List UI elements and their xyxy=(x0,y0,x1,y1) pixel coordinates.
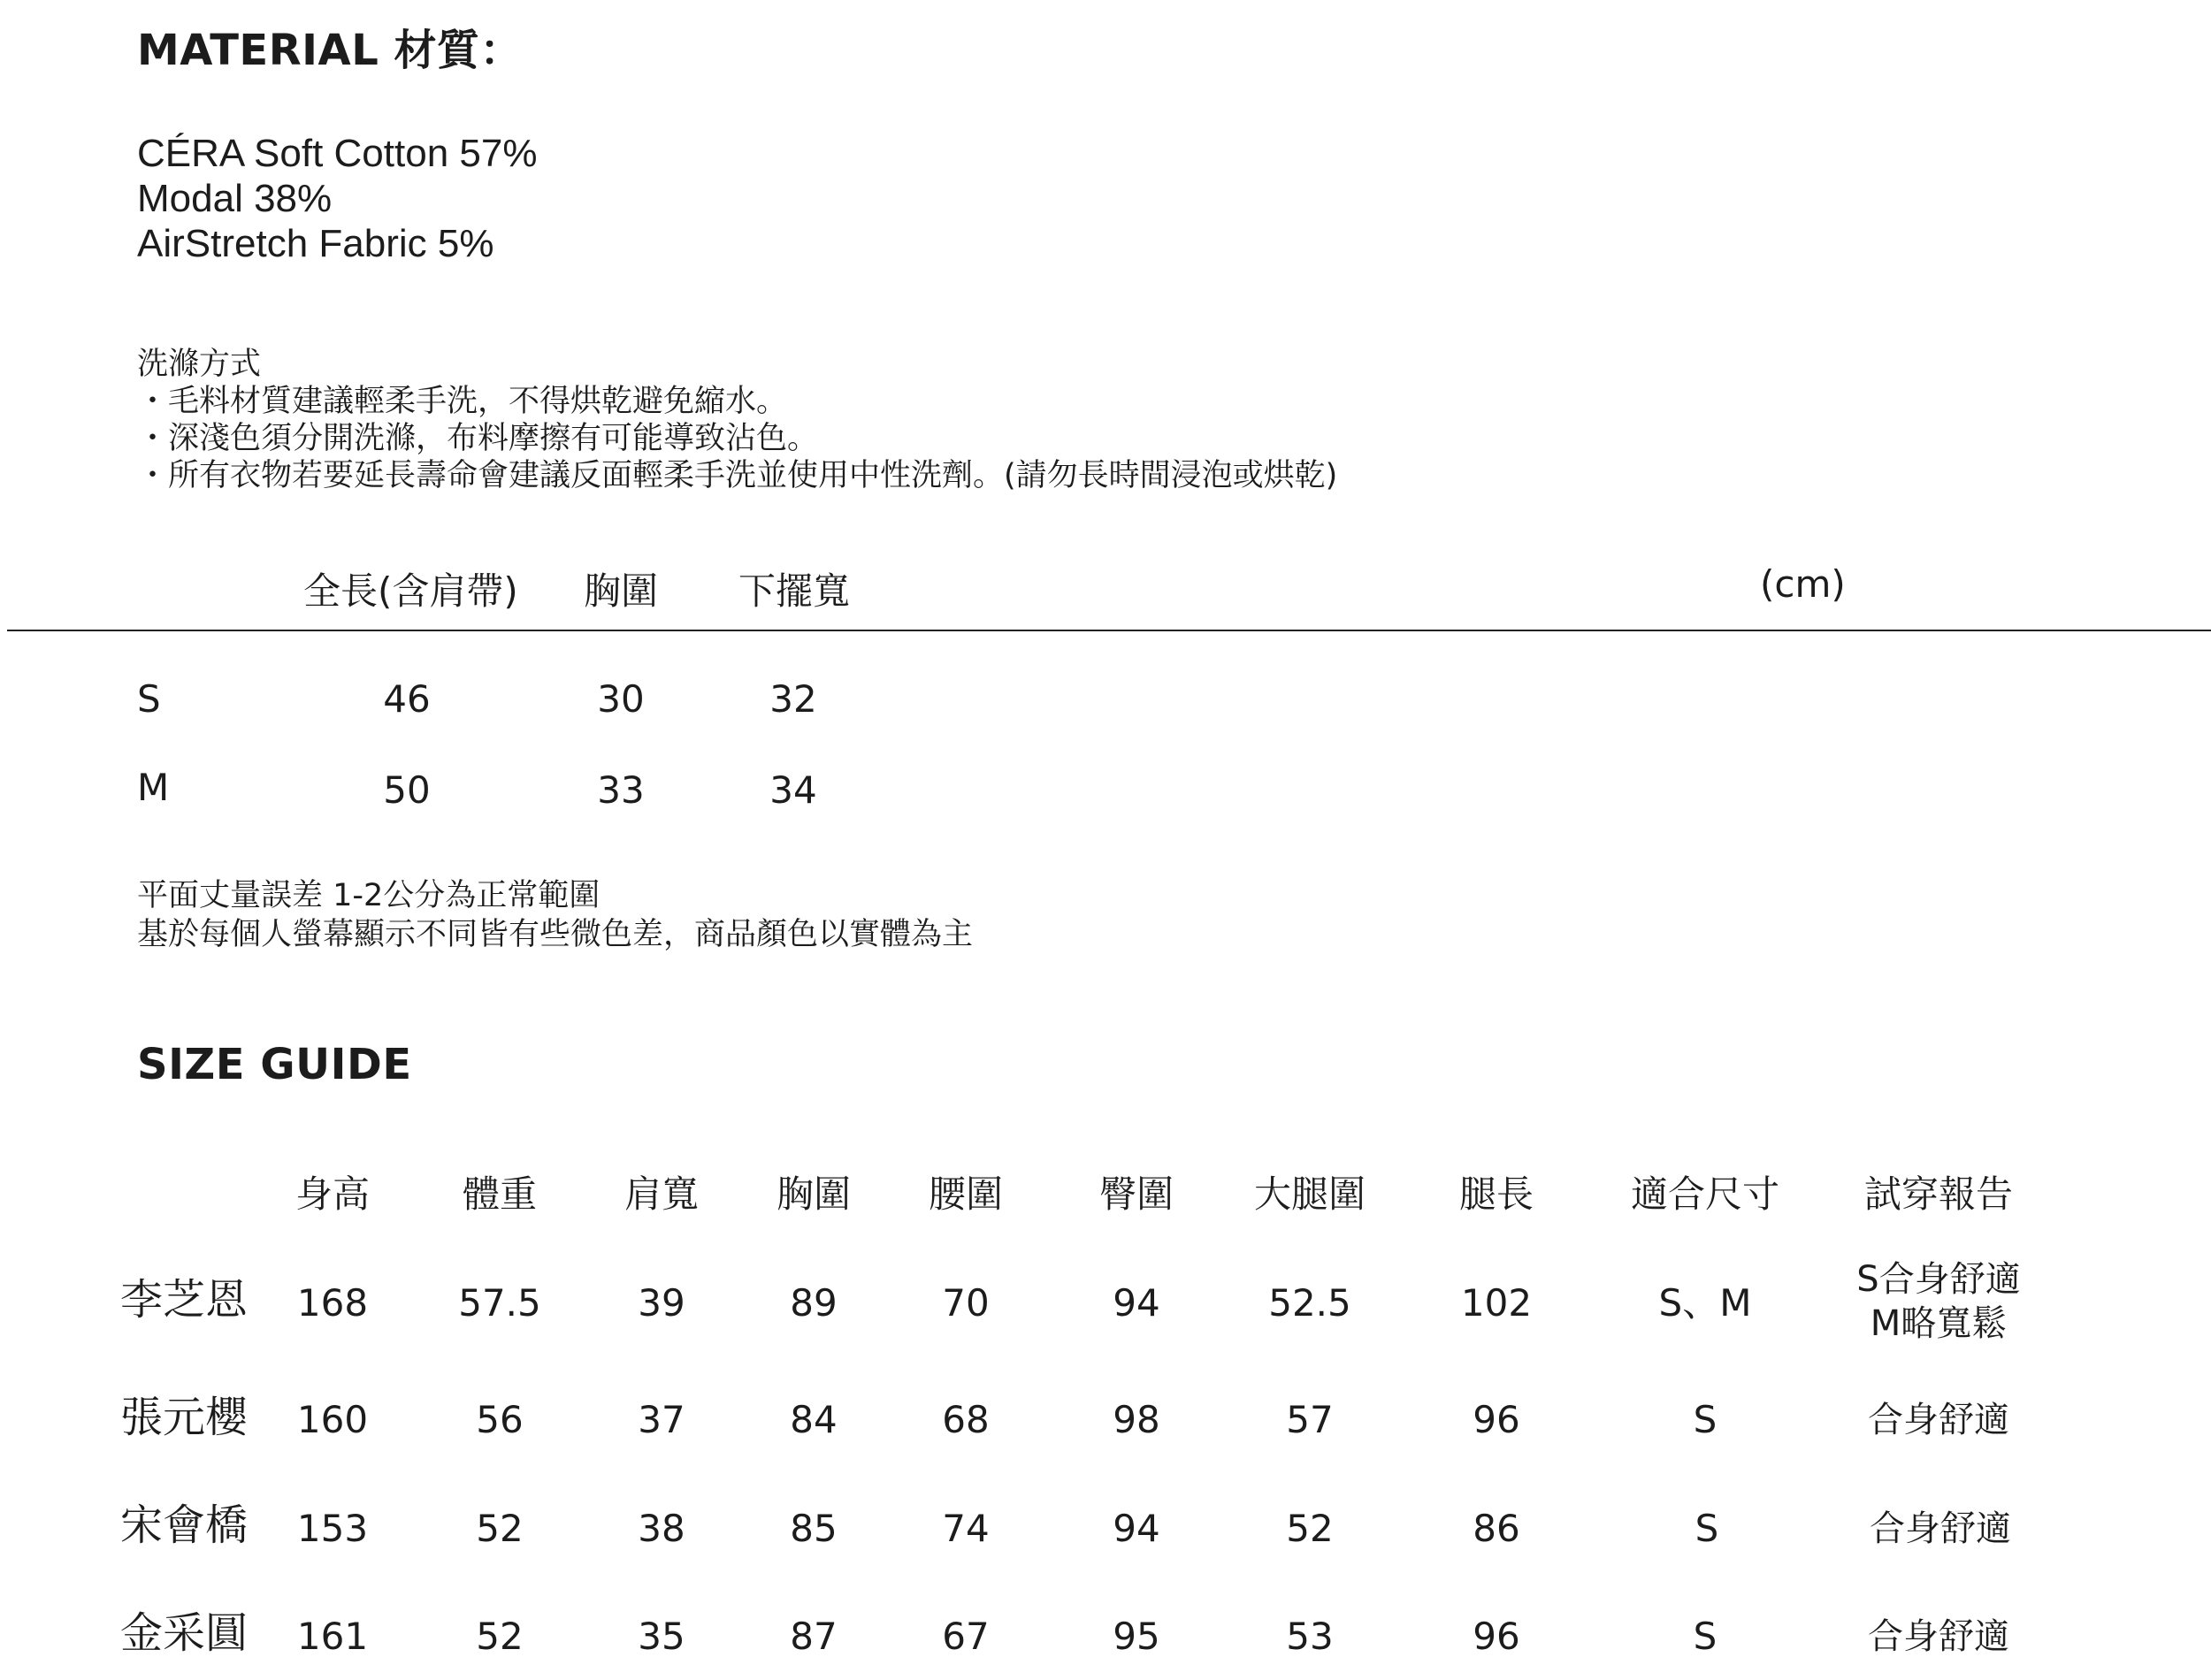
material-line: CÉRA Soft Cotton 57% xyxy=(137,132,538,175)
guide-cell: 37 xyxy=(638,1398,685,1441)
guide-header-waist: 腰圍 xyxy=(928,1172,1004,1216)
measure-cell: 30 xyxy=(597,677,645,721)
guide-header-weight: 體重 xyxy=(462,1172,538,1216)
model-name: 宋會橋 xyxy=(120,1501,249,1550)
guide-report: 合身舒適 xyxy=(1868,1400,2009,1440)
guide-cell: 38 xyxy=(638,1507,685,1550)
guide-cell: 86 xyxy=(1473,1507,1520,1550)
guide-cell: 53 xyxy=(1286,1615,1334,1658)
guide-cell: 74 xyxy=(942,1507,990,1550)
model-name: 李芝恩 xyxy=(120,1275,249,1325)
guide-header-leg: 腿長 xyxy=(1458,1172,1534,1216)
guide-cell: 52 xyxy=(1286,1507,1334,1550)
guide-header-shoulder: 肩寬 xyxy=(624,1172,700,1216)
measure-size-label: M xyxy=(137,766,170,809)
guide-cell: 56 xyxy=(476,1398,524,1441)
model-name: 金采圓 xyxy=(120,1608,249,1658)
guide-header-fit-size: 適合尺寸 xyxy=(1630,1172,1780,1216)
guide-cell: 153 xyxy=(296,1507,369,1550)
guide-cell: 85 xyxy=(790,1507,838,1550)
guide-cell: 94 xyxy=(1113,1507,1160,1550)
guide-header-chest: 胸圍 xyxy=(776,1172,852,1216)
guide-cell: 87 xyxy=(790,1615,838,1658)
guide-report: M略寬鬆 xyxy=(1870,1303,2008,1344)
guide-cell: 52 xyxy=(476,1507,524,1550)
guide-report: S合身舒適 xyxy=(1856,1259,2021,1300)
guide-cell: 52.5 xyxy=(1268,1281,1351,1325)
measure-header-hem: 下擺寬 xyxy=(738,569,851,613)
guide-cell: 68 xyxy=(942,1398,990,1441)
guide-cell: 52 xyxy=(476,1615,524,1658)
material-line: Modal 38% xyxy=(137,177,333,220)
guide-cell: 96 xyxy=(1473,1398,1520,1441)
measure-cell: 33 xyxy=(597,768,645,812)
color-note: 基於每個人螢幕顯示不同皆有些微色差，商品顏色以實體為主 xyxy=(137,917,974,952)
guide-header-thigh: 大腿圍 xyxy=(1253,1172,1366,1216)
guide-report: 合身舒適 xyxy=(1870,1508,2011,1549)
measure-header-length: 全長(含肩帶) xyxy=(303,569,518,613)
guide-cell: 57 xyxy=(1286,1398,1334,1441)
guide-cell: 95 xyxy=(1113,1615,1160,1658)
guide-cell: 98 xyxy=(1113,1398,1160,1441)
guide-header-hip: 臀圍 xyxy=(1098,1172,1174,1216)
guide-fit-size: S、M xyxy=(1658,1281,1752,1325)
guide-fit-size: S xyxy=(1693,1615,1718,1658)
model-name: 張元櫻 xyxy=(120,1393,249,1442)
measure-cell: 34 xyxy=(769,768,817,812)
measure-unit: (cm) xyxy=(1760,562,1846,606)
guide-cell: 84 xyxy=(790,1398,838,1441)
guide-cell: 94 xyxy=(1113,1281,1160,1325)
guide-cell: 160 xyxy=(296,1398,369,1441)
guide-cell: 70 xyxy=(942,1281,990,1325)
measure-note: 平面丈量誤差 1-2公分為正常範圍 xyxy=(137,878,601,913)
care-line: ・深淺色須分開洗滌，布料摩擦有可能導致沾色。 xyxy=(137,421,819,456)
measure-header-chest: 胸圍 xyxy=(584,569,659,613)
guide-header-report: 試穿報告 xyxy=(1863,1172,2014,1216)
table-divider xyxy=(7,630,2211,631)
care-line: ・所有衣物若要延長壽命會建議反面輕柔手洗並使用中性洗劑。(請勿長時間浸泡或烘乾) xyxy=(137,458,1338,493)
care-heading: 洗滌方式 xyxy=(137,347,262,382)
material-line: AirStretch Fabric 5% xyxy=(137,222,494,265)
guide-cell: 168 xyxy=(296,1281,369,1325)
measure-cell: 50 xyxy=(383,768,431,812)
guide-cell: 96 xyxy=(1473,1615,1520,1658)
guide-cell: 35 xyxy=(638,1615,685,1658)
guide-cell: 102 xyxy=(1460,1281,1533,1325)
care-line: ・毛料材質建議輕柔手洗，不得烘乾避免縮水。 xyxy=(137,384,788,419)
guide-report: 合身舒適 xyxy=(1868,1616,2009,1657)
guide-cell: 161 xyxy=(296,1615,369,1658)
guide-cell: 57.5 xyxy=(458,1281,541,1325)
size-guide-heading: SIZE GUIDE xyxy=(137,1040,412,1089)
guide-cell: 89 xyxy=(790,1281,838,1325)
material-heading: MATERIAL 材質： xyxy=(137,26,523,75)
measure-size-label: S xyxy=(137,677,161,721)
guide-fit-size: S xyxy=(1695,1507,1719,1550)
measure-cell: 32 xyxy=(769,677,817,721)
guide-header-height: 身高 xyxy=(295,1172,371,1216)
guide-cell: 39 xyxy=(638,1281,685,1325)
measure-cell: 46 xyxy=(383,677,431,721)
guide-cell: 67 xyxy=(942,1615,990,1658)
guide-fit-size: S xyxy=(1693,1398,1718,1441)
